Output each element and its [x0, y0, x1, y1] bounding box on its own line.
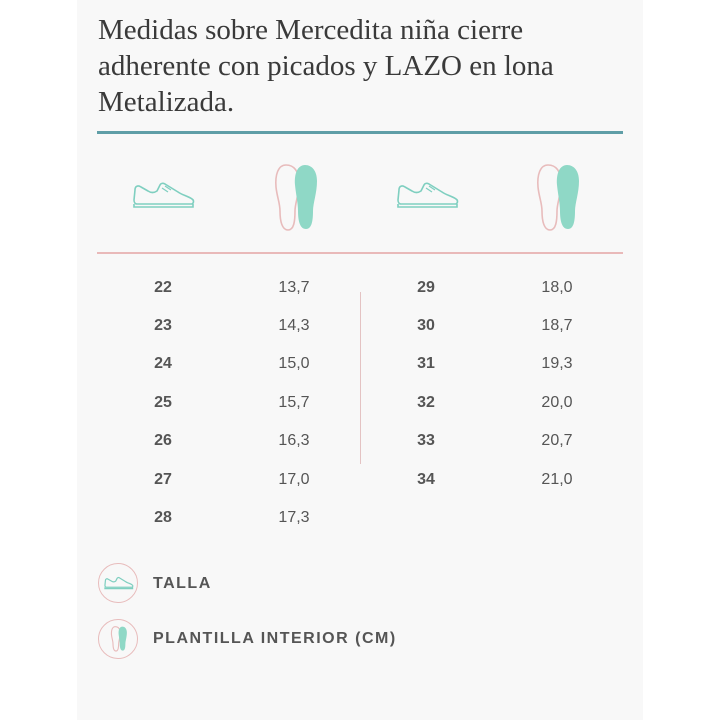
insole-cell: 16,3	[278, 432, 310, 449]
insole-icon	[272, 163, 320, 233]
insole-cell: 18,0	[541, 279, 573, 296]
size-cell: 30	[417, 317, 435, 334]
size-cell: 22	[154, 279, 172, 296]
insole-icon	[110, 623, 128, 655]
size-cell: 32	[417, 394, 435, 411]
size-cell: 25	[154, 394, 172, 411]
legend-insole-badge	[98, 619, 138, 659]
shoe-icon	[132, 180, 196, 210]
size-cell: 31	[417, 355, 435, 372]
shoe-icon	[396, 180, 460, 210]
title-divider	[97, 131, 623, 134]
header-divider	[97, 252, 623, 254]
insole-cell: 21,0	[541, 471, 573, 488]
insole-cell: 19,3	[541, 355, 573, 372]
insole-icon	[534, 163, 582, 233]
size-cell: 33	[417, 432, 435, 449]
insole-cell: 15,7	[278, 394, 310, 411]
legend-label-plantilla: PLANTILLA INTERIOR (CM)	[153, 630, 397, 647]
insole-cell: 14,3	[278, 317, 310, 334]
size-cell: 29	[417, 279, 435, 296]
column-divider	[360, 292, 361, 464]
size-cell: 28	[154, 509, 172, 526]
insole-cell: 17,0	[278, 471, 310, 488]
insole-cell: 17,3	[278, 509, 310, 526]
size-cell: 27	[154, 471, 172, 488]
insole-cell: 20,0	[541, 394, 573, 411]
insole-cell: 20,7	[541, 432, 573, 449]
insole-cell: 15,0	[278, 355, 310, 372]
shoe-icon	[104, 575, 134, 591]
size-cell: 34	[417, 471, 435, 488]
legend-label-talla: TALLA	[153, 575, 212, 592]
insole-cell: 18,7	[541, 317, 573, 334]
size-cell: 24	[154, 355, 172, 372]
insole-cell: 13,7	[278, 279, 310, 296]
size-cell: 26	[154, 432, 172, 449]
legend-shoe-badge	[98, 563, 138, 603]
page-title: Medidas sobre Mercedita niña cierre adherente con picados y LAZO en lona Metalizada.	[98, 14, 554, 118]
size-cell: 23	[154, 317, 172, 334]
